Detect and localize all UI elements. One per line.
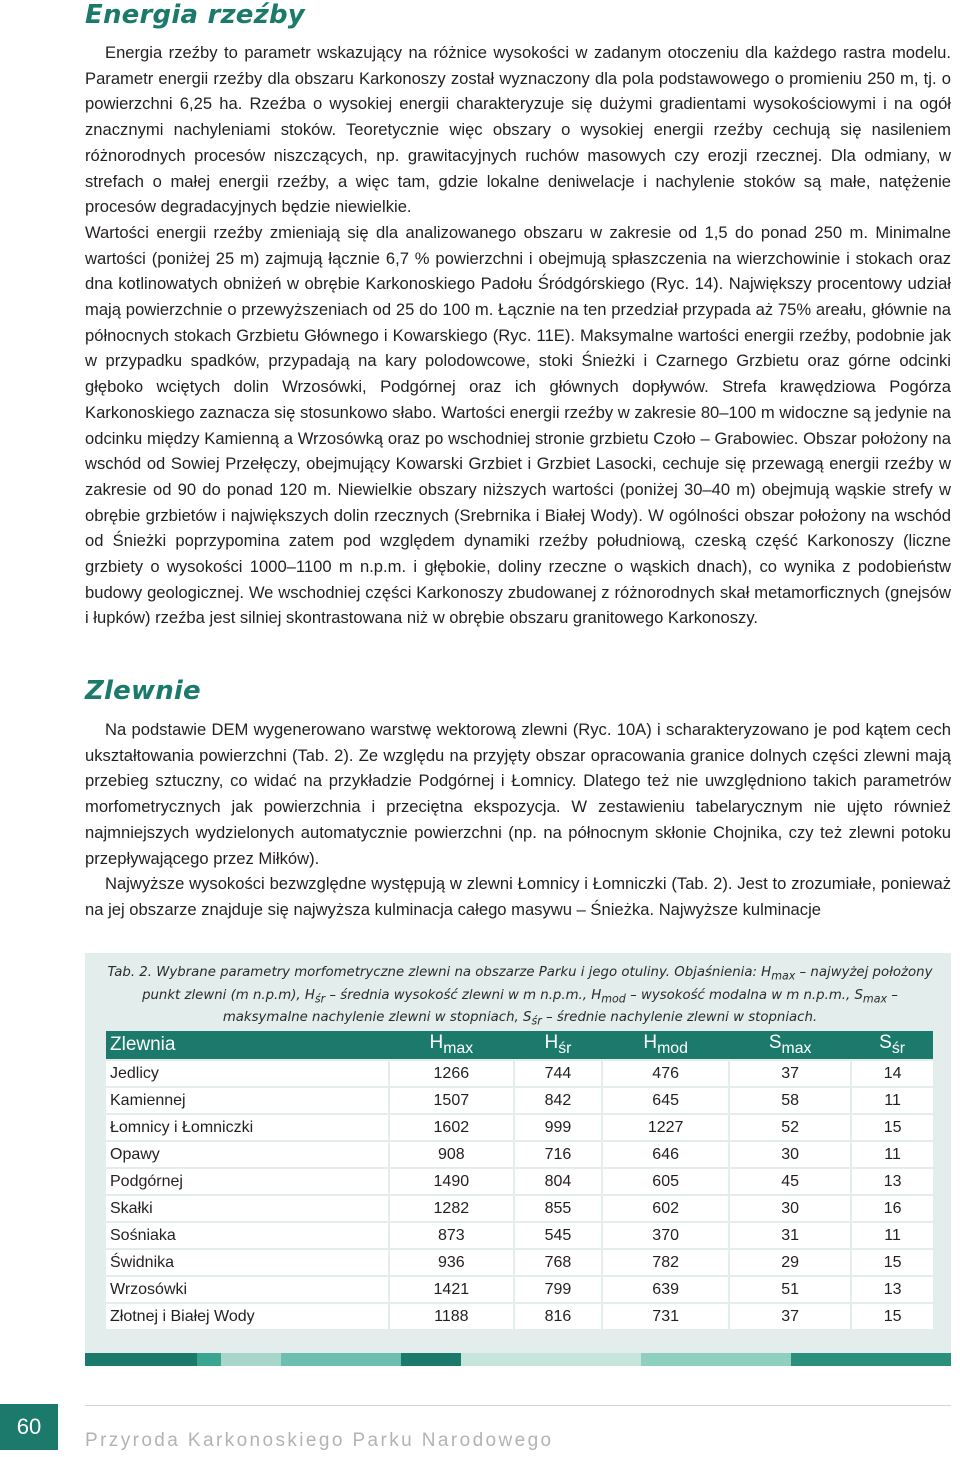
table-row — [106, 1303, 933, 1330]
header-sub: śr — [558, 1039, 572, 1057]
cell-smax: 45 — [729, 1168, 851, 1195]
strip-segment — [85, 1353, 197, 1366]
cell-smax: 51 — [729, 1276, 851, 1303]
cell-hsr: 744 — [514, 1060, 603, 1087]
strip-segment — [791, 1353, 951, 1366]
cell-hmax: 1602 — [389, 1114, 514, 1141]
cell-ssr: 13 — [851, 1168, 933, 1195]
header-hmod — [602, 1031, 729, 1060]
header-label: Zlewnia — [110, 1034, 176, 1055]
cell-basin: Świdnika — [106, 1249, 389, 1276]
caption-sub: śr — [531, 1014, 542, 1028]
energy-paragraph-1: Energia rzeźby to parametr wskazujący na różnice wysokości w zadanym otoczeniu dla każdego rastra modelu. Parametr energii rzeźby dla obszaru Karkonoszy został wyznaczony dla pola podstawowego o promieniu 250 m, tj. o powierzchni 6,25 ha. Rzeźba o wysokiej energii charakteryzuje się dużymi gradientami wysokościowymi i na ogół znacznymi nachyleniami stoków. Teoretycznie więc obszary o wysokiej energii rzeźby cechują się nasileniem różnorodnych procesów niszczących, np. grawitacyjnych ruchów masowych czy erozji rzecznej. Dla odmiany, w strefach o małej energii rzeźby, a więc tam, gdzie lokalne deniwelacje i nachylenie stoków są małe, natężenie procesów degradacyjnych będzie niewielkie. — [85, 43, 951, 217]
basins-text — [85, 717, 951, 923]
cell-hmod: 1227 — [602, 1114, 729, 1141]
header-sub: max — [443, 1039, 474, 1057]
caption-text: – najwyżej położony punkt zlewni (m n.p.m), H — [142, 965, 933, 1003]
cell-hsr: 816 — [514, 1303, 603, 1330]
table-row — [106, 1060, 933, 1087]
cell-hmax: 1507 — [389, 1087, 514, 1114]
cell-hsr: 855 — [514, 1195, 603, 1222]
cell-hsr: 716 — [514, 1141, 603, 1168]
table-row — [106, 1141, 933, 1168]
cell-ssr: 13 — [851, 1276, 933, 1303]
table-header-row — [106, 1031, 933, 1060]
cell-hsr: 999 — [514, 1114, 603, 1141]
page-number: 60 — [0, 1404, 58, 1450]
cell-smax: 37 — [729, 1303, 851, 1330]
header-smax — [729, 1031, 851, 1060]
table-row — [106, 1249, 933, 1276]
cell-hmax: 1282 — [389, 1195, 514, 1222]
cell-ssr: 16 — [851, 1195, 933, 1222]
cell-smax: 30 — [729, 1141, 851, 1168]
cell-ssr: 11 — [851, 1222, 933, 1249]
caption-sub: max — [862, 992, 888, 1006]
cell-hmax: 1188 — [389, 1303, 514, 1330]
cell-basin: Sośniaka — [106, 1222, 389, 1249]
header-label: S — [768, 1032, 782, 1054]
cell-hmax: 873 — [389, 1222, 514, 1249]
cell-hmod: 782 — [602, 1249, 729, 1276]
caption-sub: max — [771, 969, 796, 983]
table-row — [106, 1222, 933, 1249]
caption-sub: mod — [601, 992, 626, 1006]
caption-text: – wysokość modalna w m n.p.m., S — [625, 987, 863, 1003]
cell-hmod: 646 — [602, 1141, 729, 1168]
header-hsr — [514, 1031, 603, 1060]
header-label: H — [544, 1032, 559, 1054]
header-sub: śr — [891, 1039, 906, 1057]
cell-basin: Złotnej i Białej Wody — [106, 1303, 389, 1330]
cell-hmax: 1421 — [389, 1276, 514, 1303]
cell-hmod: 370 — [602, 1222, 729, 1249]
cell-hmax: 908 — [389, 1141, 514, 1168]
cell-hmod: 645 — [602, 1087, 729, 1114]
caption-text: – maksymalne nachylenie zlewni w stopniach, S — [222, 987, 898, 1026]
cell-hsr: 768 — [514, 1249, 603, 1276]
header-sub: mod — [657, 1039, 688, 1057]
cell-smax: 52 — [729, 1114, 851, 1141]
header-label: H — [643, 1032, 658, 1054]
cell-hmod: 476 — [602, 1060, 729, 1087]
table-row — [106, 1087, 933, 1114]
publication-title: Przyroda Karkonoskiego Parku Narodowego — [85, 1430, 554, 1451]
cell-hmax: 1266 — [389, 1060, 514, 1087]
cell-smax: 30 — [729, 1195, 851, 1222]
cell-ssr: 15 — [851, 1303, 933, 1330]
basins-paragraph-1: Na podstawie DEM wygenerowano warstwę wektorową zlewni (Ryc. 10A) i scharakteryzowano je pod kątem cech ukształtowania powierzchni (Tab. 2). Ze względu na przyjęty obszar opracowania granice dolnych części zlewni mają przebieg sztuczny, co widać na przykładzie Podgórnej i Łomnicy. Dlatego też nie uwzględniono takich parametrów morfometrycznych jak powierzchnia i przeciętna ekspozycja. W zestawieniu tabelarycznym nie ujęto również najmniejszych wydzielonych automatycznie powierzchni (np. na północnym skłonie Chojnika, czy też zlewni potoku przepływającego przez Miłków). — [85, 720, 951, 868]
cell-hmod: 605 — [602, 1168, 729, 1195]
strip-segment — [641, 1353, 791, 1366]
cell-smax: 31 — [729, 1222, 851, 1249]
cell-basin: Wrzosówki — [106, 1276, 389, 1303]
table-row — [106, 1114, 933, 1141]
cell-hmod: 731 — [602, 1303, 729, 1330]
header-basin — [106, 1031, 389, 1060]
cell-hmax: 1490 — [389, 1168, 514, 1195]
energy-paragraph-2: Wartości energii rzeźby zmieniają się dla analizowanego obszaru w zakresie od 1,5 do ponad 250 m. Minimalne wartości (poniżej 25 m) zajmują łącznie 6,7 % powierzchni i obejmują spłaszczenia na wierzchowinie i stokach oraz dna kotlinowatych obniżeń w obrębie Karkonoskiego Padołu Śródgórskiego (Ryc. 14). Największy procentowy udział mają powierzchnie o przewyższeniach od 25 do 100 m. Łącznie na ten przedział przypada aż 75% areału, głównie na północnych stokach Grzbietu Głównego i Kowarskiego (Ryc. 11E). Maksymalne wartości energii rzeźby, podobnie jak w przypadku spadków, przypadają na kary polodowcowe, stoki Śnieżki i Czarnego Grzbietu oraz górne odcinki głęboko wciętych dolin Wrzosówki, Podgórnej oraz ich głównych dopływów. Strefa krawędziowa Pogórza Karkonoskiego zaznacza się stosunkowo słabo. Wartości energii rzeźby w zakresie 80–100 m widoczne są jedynie na odcinku między Kamienną a Wrzosówką oraz po wschodniej stronie grzbietu Czoło – Grabowiec. Obszar położony na wschód od Sowiej Przełęczy, obejmujący Kowarski Grzbiet i Grzbiet Lasocki, cechuje się przewagą energii rzeźby w zakresie od 90 do ponad 120 m. Niewielkie obszary niższych wartości (poniżej 30–40 m) obejmują wąskie strefy w obrębie grzbietów i największych dolin rzecznych (Srebrnika i Białej Wody). W ogólności obszar położony na wschód od Śnieżki poprzypomina zatem pod względem dynamiki rzeźby południową, czeską część Karkonoszy (liczne grzbiety o wysokości 1000–1100 m n.p.m. i głębokie, doliny rzeczne o wąskich dnach), co wynika z podobieństw budowy geologicznej. We wschodniej części Karkonoszy zbudowanej z różnorodnych skał metamorficznych (gnejsów i łupków) rzeźba jest silniej skontrastowana niż w obrębie obszaru granitowego Karkonoszy. — [85, 222, 951, 628]
header-label: H — [429, 1032, 444, 1054]
section-title-energy: Energia rzeźby — [85, 0, 305, 30]
caption-text: – średnie nachylenie zlewni w stopniach. — [541, 1010, 818, 1026]
cell-ssr: 15 — [851, 1114, 933, 1141]
cell-basin: Jedlicy — [106, 1060, 389, 1087]
table-caption — [100, 963, 940, 1031]
cell-hsr: 545 — [514, 1222, 603, 1249]
cell-hsr: 842 — [514, 1087, 603, 1114]
table-row — [106, 1195, 933, 1222]
strip-segment — [401, 1353, 461, 1366]
cell-smax: 29 — [729, 1249, 851, 1276]
cell-hsr: 799 — [514, 1276, 603, 1303]
cell-hmax: 936 — [389, 1249, 514, 1276]
header-ssr — [851, 1031, 933, 1060]
caption-sub: śr — [314, 992, 326, 1006]
strip-segment — [461, 1353, 641, 1366]
basins-table — [106, 1031, 933, 1331]
strip-segment — [197, 1353, 221, 1366]
basins-paragraph-2: Najwyższe wysokości bezwzględne występują w zlewni Łomnicy i Łomniczki (Tab. 2). Jest to zrozumiałe, ponieważ na jej obszarze znajduje się najwyższa kulminacja całego masywu – Śnieżka. Najwyższe kulminacje — [85, 874, 951, 919]
cell-basin: Skałki — [106, 1195, 389, 1222]
cell-ssr: 14 — [851, 1060, 933, 1087]
cell-ssr: 15 — [851, 1249, 933, 1276]
decorative-color-strip — [85, 1353, 951, 1366]
header-sub: max — [781, 1039, 812, 1057]
cell-ssr: 11 — [851, 1087, 933, 1114]
header-hmax — [389, 1031, 514, 1060]
section-title-basins: Zlewnie — [85, 676, 201, 706]
cell-smax: 58 — [729, 1087, 851, 1114]
table-row — [106, 1276, 933, 1303]
strip-segment — [281, 1353, 401, 1366]
cell-basin: Opawy — [106, 1141, 389, 1168]
cell-basin: Łomnicy i Łomniczki — [106, 1114, 389, 1141]
cell-hmod: 602 — [602, 1195, 729, 1222]
cell-ssr: 11 — [851, 1141, 933, 1168]
table-row — [106, 1168, 933, 1195]
cell-hmod: 639 — [602, 1276, 729, 1303]
strip-segment — [221, 1353, 281, 1366]
cell-basin: Podgórnej — [106, 1168, 389, 1195]
caption-text: Tab. 2. Wybrane parametry morfometryczne zlewni na obszarze Parku i jego otuliny. Objaśnienia: H — [107, 965, 772, 980]
cell-hsr: 804 — [514, 1168, 603, 1195]
energy-text — [85, 40, 951, 631]
cell-smax: 37 — [729, 1060, 851, 1087]
cell-basin: Kamiennej — [106, 1087, 389, 1114]
footer-divider — [85, 1405, 951, 1406]
header-label: S — [879, 1032, 892, 1054]
caption-text: – średnia wysokość zlewni w m n.p.m., H — [325, 987, 602, 1003]
